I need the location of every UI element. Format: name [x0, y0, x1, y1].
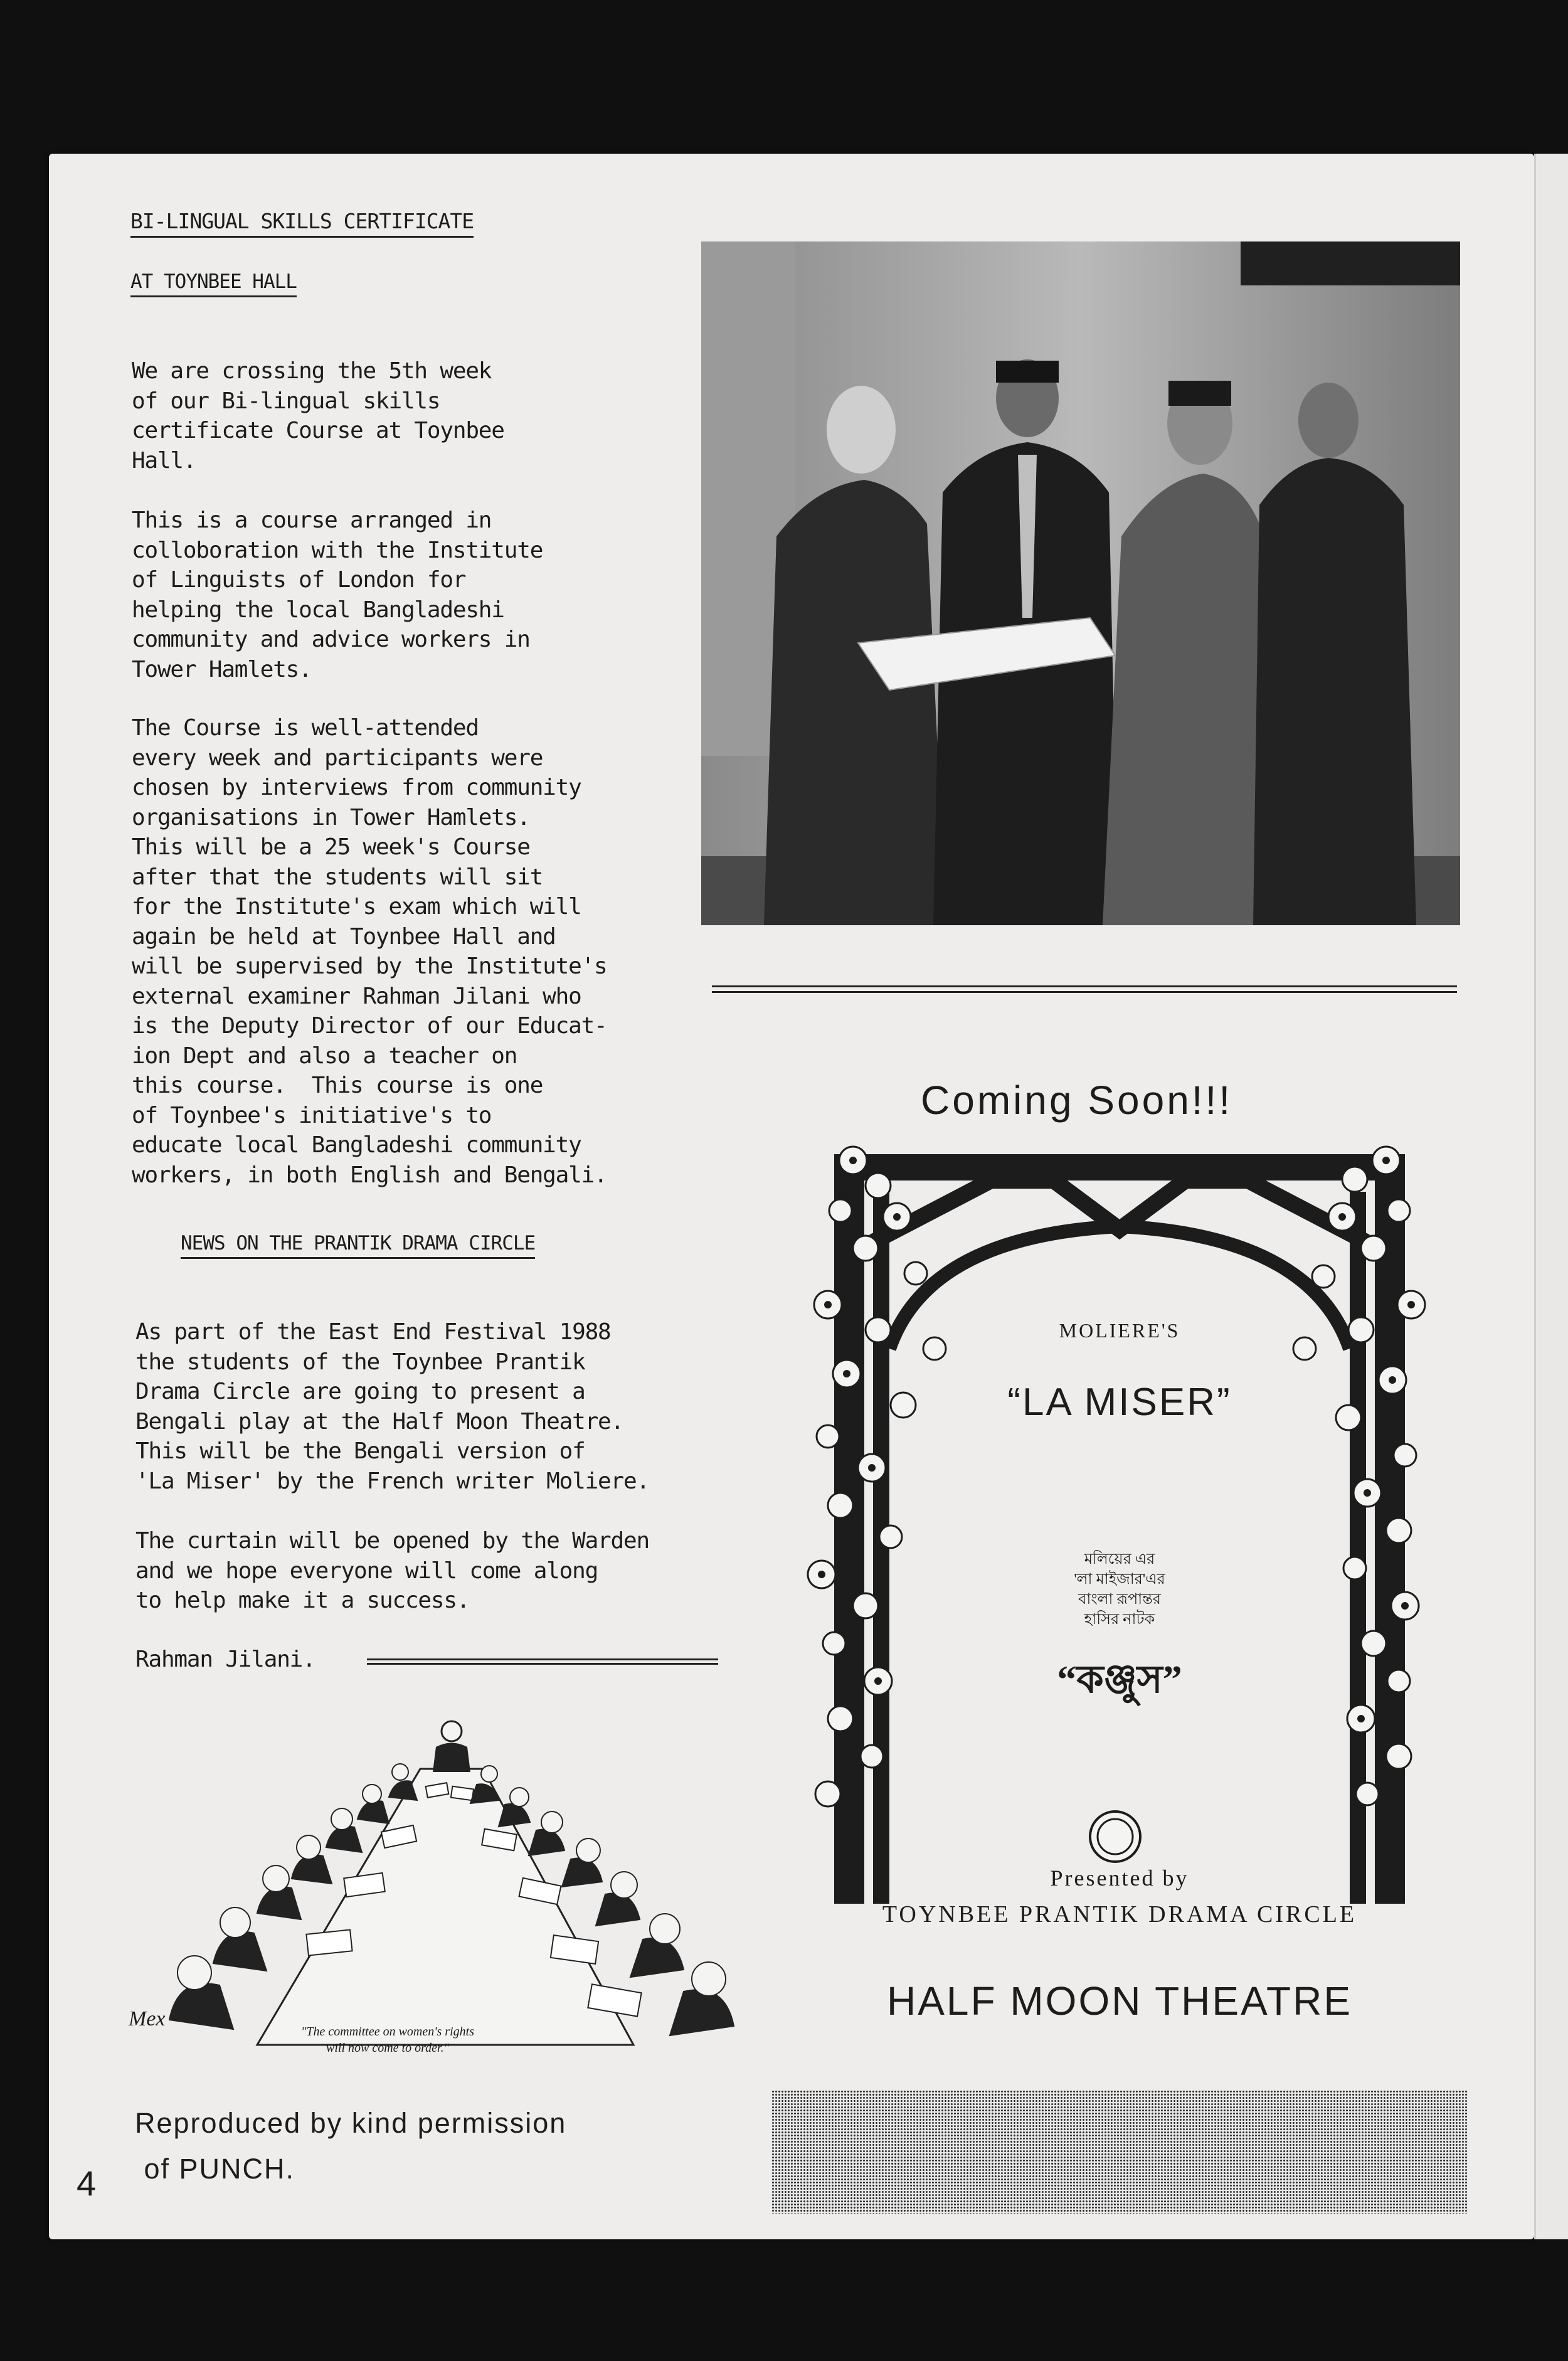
poster-bengali-line3: বাংলা রূপান্তর	[1078, 1591, 1161, 1608]
poster-presenter: TOYNBEE PRANTIK DRAMA CIRCLE	[882, 1901, 1357, 1928]
poster-arch-frame	[803, 1142, 1436, 1904]
drama-news-heading: NEWS ON THE PRANTIK DRAMA CIRCLE	[181, 1232, 535, 1259]
poster-presented-by: Presented by	[1050, 1865, 1189, 1891]
bilingual-paragraph-3: The Course is well-attended every week and participants were chosen by interviews from community organisations in Tower Hamlets. This will be a 25 week's Course after that the students will sit for the Institute's exam which will again be held at Toynbee Hall and will be supervised by the Institute's external examiner Rahman Jilani who is the Deputy Director of our Educat- ion Dept and also a teacher on this course. This course is one of Toynbee's initiative's to educate local Bangladeshi community workers, in both English and Bengali.	[132, 715, 607, 1188]
poster-bengali-line2: 'লা মাইজার'এর	[1074, 1571, 1165, 1588]
cartoon-caption: "The committee on women's rights will now come to order."	[301, 2025, 474, 2055]
bilingual-heading-line2: AT TOYNBEE HALL	[130, 270, 297, 297]
punch-credit: Reproduced by kind permission of PUNCH.	[135, 2107, 567, 2185]
divider-rule	[712, 985, 1457, 987]
cartoon-artist-signature: Mex	[129, 2007, 166, 2030]
coming-soon-title: Coming Soon!!!	[921, 1078, 1233, 1123]
page-number: 4	[77, 2163, 97, 2203]
drama-news-paragraph-2: The curtain will be opened by the Warden and we hope everyone will come along to help make it a success.	[135, 1528, 649, 1613]
poster-bengali-title: “কঞ্জুস”	[1057, 1658, 1182, 1701]
drama-news-paragraph-1: As part of the East End Festival 1988 the students of the Toynbee Prantik Drama Circle are going to present a Bengali play at the Half Moon Theatre. This will be the Bengali version of 'La Miser' by the French writer Moliere.	[135, 1319, 649, 1494]
facing-page-edge	[1534, 154, 1568, 2239]
poster-title: “LA MISER”	[1007, 1381, 1232, 1424]
signature-rule	[367, 1658, 718, 1665]
bilingual-heading-line1: BI-LINGUAL SKILLS CERTIFICATE	[130, 209, 474, 238]
bilingual-paragraph-1: We are crossing the 5th week of our Bi-lingual skills certificate Course at Toynbee Hall.	[132, 358, 504, 474]
drama-news-signature: Rahman Jilani.	[135, 1647, 315, 1672]
halftone-block	[771, 2090, 1468, 2214]
poster-bengali-line1: মলিয়ের এর	[1084, 1551, 1155, 1568]
bilingual-paragraph-2: This is a course arranged in colloboration with the Institute of Linguists of London for helping the local Bangladeshi community and advice workers in Tower Hamlets.	[132, 507, 543, 682]
poster-venue: HALF MOON THEATRE	[886, 1978, 1353, 2024]
certificate-presentation-photo	[701, 241, 1460, 925]
poster-author-line: MOLIERE'S	[1059, 1319, 1180, 1342]
poster-bengali-line4: হাসির নাটক	[1084, 1611, 1155, 1628]
